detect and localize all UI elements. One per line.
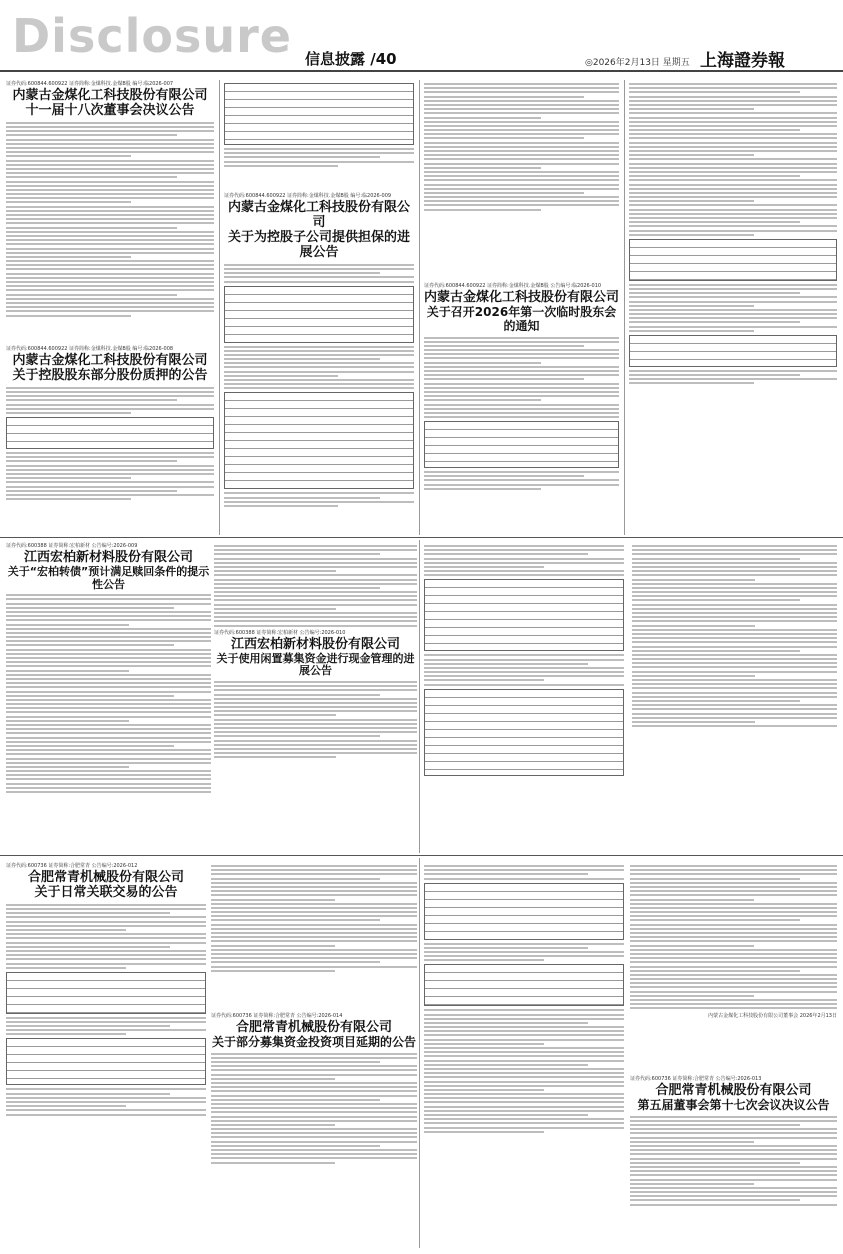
bottom-right-col-b [630, 862, 837, 1072]
notice-title: 关于使用闲置募集资金进行现金管理的进展公告 [216, 651, 415, 678]
notice-meta: 证券代码:600844.600922 证券简称:金煤科技.金煤B股 编号:临2026-008 [6, 346, 174, 352]
body-text [632, 545, 837, 727]
body-text [214, 681, 417, 758]
body-text [629, 83, 837, 236]
masthead [0, 0, 843, 72]
notice-title: 关于召开2026年第一次临时股东会的通知 [426, 304, 617, 333]
notice-company: 内蒙古金煤化工科技股份有限公司 [227, 200, 410, 230]
column-divider [219, 80, 220, 535]
body-text [211, 1053, 417, 1164]
section-divider [0, 537, 843, 538]
notice-title: 关于“宏柏转债”预计满足赎回条件的提示性公告 [7, 564, 210, 591]
paper-name: 上海證券報 [700, 51, 785, 71]
body-text [629, 284, 837, 332]
fund-table [424, 883, 624, 940]
notice-meta: 证券代码:600388 证券简称:宏柏新材 公告编号:2026-010 [214, 629, 346, 636]
proxy-table [629, 335, 837, 367]
body-text [6, 594, 211, 793]
column-divider [624, 80, 625, 535]
notice-title: 关于日常关联交易的公告 [34, 884, 178, 900]
brand-word: Disclosure [12, 9, 292, 63]
body-text [6, 387, 214, 414]
notice-company: 内蒙古金煤化工科技股份有限公司 [12, 88, 208, 103]
financial-table [224, 392, 414, 489]
notice-title: 十一届十八次董事会决议公告 [25, 102, 195, 118]
agenda-table [424, 421, 619, 468]
signature: 内蒙古金煤化工科技股份有限公司董事会 2026年2月13日 [708, 1012, 837, 1019]
column-3-text [424, 80, 619, 280]
column-divider [419, 540, 420, 853]
notice-title: 关于为控股子公司提供担保的进展公告 [227, 229, 410, 260]
section-title: 信息披露 /40 [305, 50, 397, 68]
notice-board-17th-meeting [630, 1075, 837, 1248]
notice-convertible-redemption [6, 542, 211, 853]
body-text [424, 545, 624, 576]
registration-table [629, 239, 837, 281]
body-text [6, 1017, 206, 1036]
column-related-text [211, 862, 417, 1010]
notice-company: 江西宏柏新材料股份有限公司 [230, 636, 400, 652]
pledge-table [6, 417, 214, 449]
middle-right-col-a [424, 542, 624, 779]
column-4-text [629, 80, 837, 535]
middle-right-col-b [632, 542, 837, 729]
project-table [424, 964, 624, 1006]
issue-date: ◎2026年2月13日 星期五 [585, 58, 690, 68]
notice-share-pledge [6, 345, 214, 533]
notice-meta: 证券代码:600844.600922 证券简称:金煤科技.金煤B股 公告编号:临2026-010 [424, 283, 602, 289]
body-text [214, 545, 417, 627]
notice-cash-management [214, 542, 417, 853]
product-table [424, 579, 624, 651]
estimate-table [6, 1038, 206, 1085]
body-text [224, 264, 414, 283]
notice-meta: 证券代码:600844.600922 证券简称:金煤科技.金煤B股 编号:临2026-007 [6, 81, 174, 87]
body-text [424, 654, 624, 685]
notice-company: 内蒙古金煤化工科技股份有限公司 [424, 290, 619, 305]
body-text [630, 1116, 837, 1206]
body-text [629, 370, 837, 385]
column-2-top [224, 80, 414, 190]
financial-product-table [424, 689, 624, 776]
notice-company: 合肥常青机械股份有限公司 [235, 1020, 392, 1035]
notice-title: 关于控股股东部分股份质押的公告 [12, 367, 208, 383]
column-divider [419, 858, 420, 1248]
guarantee-table [224, 286, 414, 343]
bottom-right-col-a [424, 862, 624, 1248]
body-text [424, 471, 619, 490]
notice-meta: 证券代码:600736 证券简称:合肥常青 公告编号:2026-014 [211, 1013, 343, 1019]
notice-company: 江西宏柏新材料股份有限公司 [23, 550, 193, 565]
notice-shareholder-meeting [424, 282, 619, 535]
notice-board-resolution [6, 80, 214, 340]
notice-company: 合肥常青机械股份有限公司 [27, 870, 184, 885]
body-text [6, 452, 214, 500]
body-text [630, 865, 837, 1009]
body-text [6, 1088, 206, 1115]
body-text [424, 943, 624, 962]
middle-right-text [424, 542, 837, 853]
notice-meta: 证券代码:600736 证券简称:合肥常青 公告编号:2026-012 [6, 863, 138, 869]
body-text [424, 865, 624, 880]
notice-related-transactions [6, 862, 206, 1248]
body-text [424, 1009, 624, 1132]
notice-meta: 证券代码:600736 证券简称:合肥常青 公告编号:2026-013 [630, 1076, 762, 1082]
notice-title: 关于部分募集资金投资项目延期的公告 [211, 1034, 416, 1049]
body-text [224, 492, 414, 507]
body-text [6, 122, 214, 317]
notice-title: 第五届董事会第十七次会议决议公告 [637, 1097, 830, 1112]
body-text [424, 337, 619, 419]
column-divider [419, 80, 420, 535]
notice-company: 合肥常青机械股份有限公司 [655, 1083, 812, 1098]
section-divider [0, 855, 843, 856]
body-text [6, 904, 206, 969]
notice-meta: 证券代码:600844.600922 证券简称:金煤科技.金煤B股 编号:临2026-009 [224, 193, 392, 199]
notice-guarantee-progress [224, 192, 414, 535]
body-text [424, 83, 619, 211]
data-table [224, 83, 414, 145]
notice-meta: 证券代码:600388 证券简称:宏柏新材 公告编号:2026-009 [6, 543, 138, 549]
body-text [211, 865, 417, 972]
notice-project-extension [211, 1012, 417, 1248]
notice-company: 内蒙古金煤化工科技股份有限公司 [12, 353, 208, 368]
body-text [224, 148, 414, 167]
body-text [224, 346, 414, 390]
transaction-table [6, 972, 206, 1014]
